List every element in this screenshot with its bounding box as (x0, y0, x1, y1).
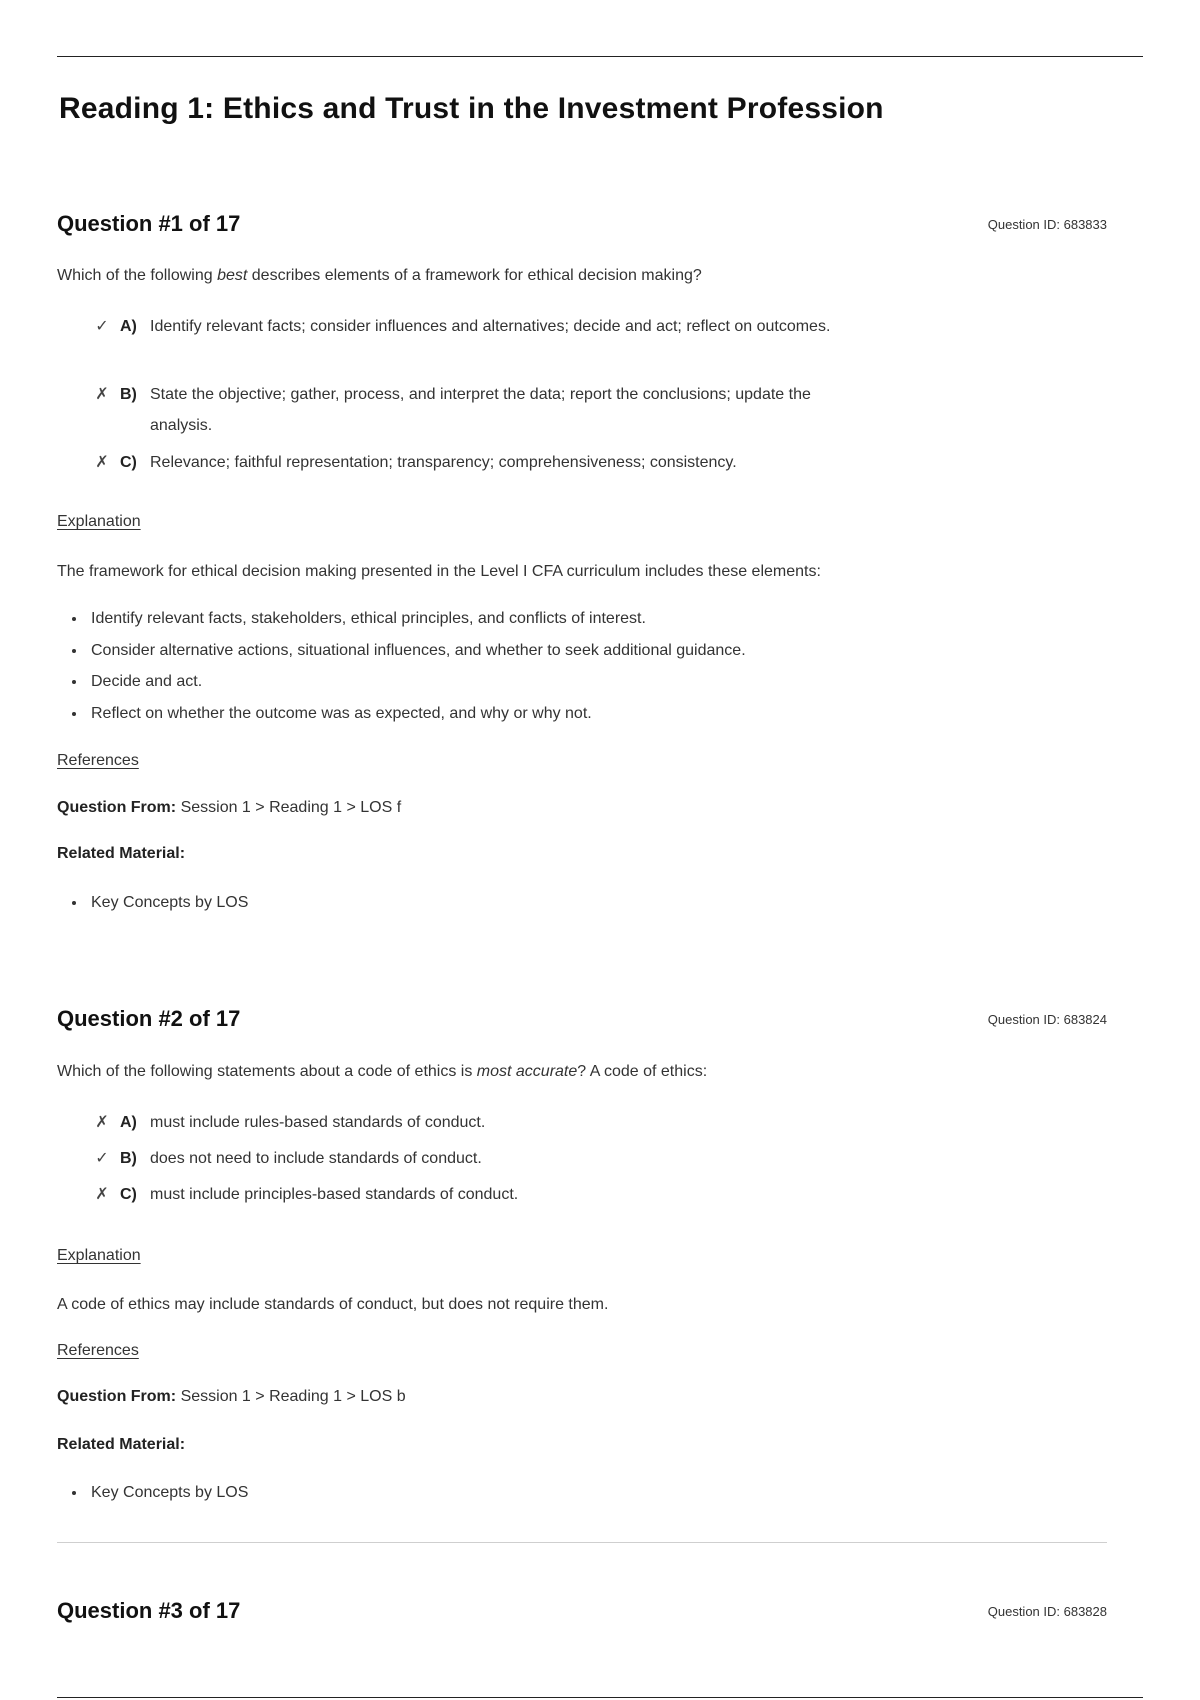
section-divider (57, 1542, 1107, 1543)
top-rule (57, 56, 1143, 57)
question-3-title: Question #3 of 17 (57, 1598, 241, 1623)
bottom-rule (57, 1697, 1143, 1698)
cross-icon: ✗ (95, 1186, 109, 1203)
related-link[interactable]: Key Concepts by LOS (57, 1477, 248, 1509)
question-from: Question From: Session 1 > Reading 1 > LOS b (57, 1388, 406, 1405)
option-letter: B) (120, 1150, 137, 1167)
option-text: does not need to include standards of conduct. (150, 1150, 482, 1167)
explanation-text: A code of ethics may include standards of conduct, but does not require them. (57, 1296, 609, 1313)
question-2-stem: Which of the following statements about a code of ethics is most accurate? A code of ethics: (57, 1063, 708, 1080)
explanation-label: Explanation (57, 513, 141, 530)
stem-emphasis: most accurate (476, 1063, 578, 1080)
question-2-id: Question ID: 683824 (987, 1012, 1107, 1027)
option-letter: C) (120, 1186, 137, 1203)
question-1-option-c[interactable] (92, 447, 852, 478)
related-material-label: Related Material: (57, 845, 186, 862)
question-1-id: Question ID: 683833 (987, 217, 1107, 232)
list-item: Reflect on whether the outcome was as expected, and why or why not. (57, 698, 746, 730)
explanation-text: The framework for ethical decision making presented in the Level I CFA curriculum includes these elements: (57, 563, 821, 580)
question-2-title: Question #2 of 17 (57, 1006, 241, 1031)
question-2-option-b[interactable] (92, 1143, 852, 1174)
option-text: State the objective; gather, process, and interpret the data; report the conclusions; update the analysis. (150, 386, 811, 434)
related-link[interactable]: Key Concepts by LOS (57, 887, 248, 919)
cross-icon: ✗ (95, 1114, 109, 1131)
related-list (57, 887, 248, 919)
check-icon: ✓ (95, 318, 109, 335)
related-list (57, 1477, 248, 1509)
question-2-option-a[interactable] (92, 1107, 852, 1138)
cross-icon: ✗ (95, 386, 109, 403)
check-icon: ✓ (95, 1150, 109, 1167)
references-label: References (57, 752, 139, 769)
question-1-title: Question #1 of 17 (57, 211, 241, 236)
option-letter: A) (120, 1114, 137, 1131)
question-2-option-c[interactable] (92, 1179, 852, 1210)
option-letter: C) (120, 454, 137, 471)
option-letter: A) (120, 318, 137, 335)
question-2-header (57, 1006, 1107, 1036)
question-from: Question From: Session 1 > Reading 1 > LOS f (57, 799, 402, 816)
stem-emphasis: best (217, 267, 248, 284)
option-text: Relevance; faithful representation; transparency; comprehensiveness; consistency. (150, 454, 737, 471)
question-3-header (57, 1598, 1107, 1628)
list-item: Decide and act. (57, 666, 746, 698)
cross-icon: ✗ (95, 454, 109, 471)
option-letter: B) (120, 386, 137, 403)
option-text: Identify relevant facts; consider influences and alternatives; decide and act; reflect on outcomes. (150, 318, 831, 335)
question-1-stem: Which of the following best describes elements of a framework for ethical decision making? (57, 267, 702, 284)
references-label: References (57, 1342, 139, 1359)
question-1-option-b[interactable] (92, 379, 852, 441)
option-text: must include principles-based standards of conduct. (150, 1186, 519, 1203)
list-item: Consider alternative actions, situational influences, and whether to seek additional guidance. (57, 635, 746, 667)
option-text: must include rules-based standards of conduct. (150, 1114, 486, 1131)
explanation-label: Explanation (57, 1247, 141, 1264)
question-1-header (57, 211, 1107, 241)
related-material-label: Related Material: (57, 1436, 186, 1453)
list-item: Identify relevant facts, stakeholders, ethical principles, and conflicts of interest. (57, 603, 746, 635)
page-title: Reading 1: Ethics and Trust in the Investment Profession (59, 92, 884, 125)
question-1-option-a[interactable] (92, 311, 852, 342)
explanation-list (57, 603, 746, 729)
question-3-id: Question ID: 683828 (987, 1604, 1107, 1619)
